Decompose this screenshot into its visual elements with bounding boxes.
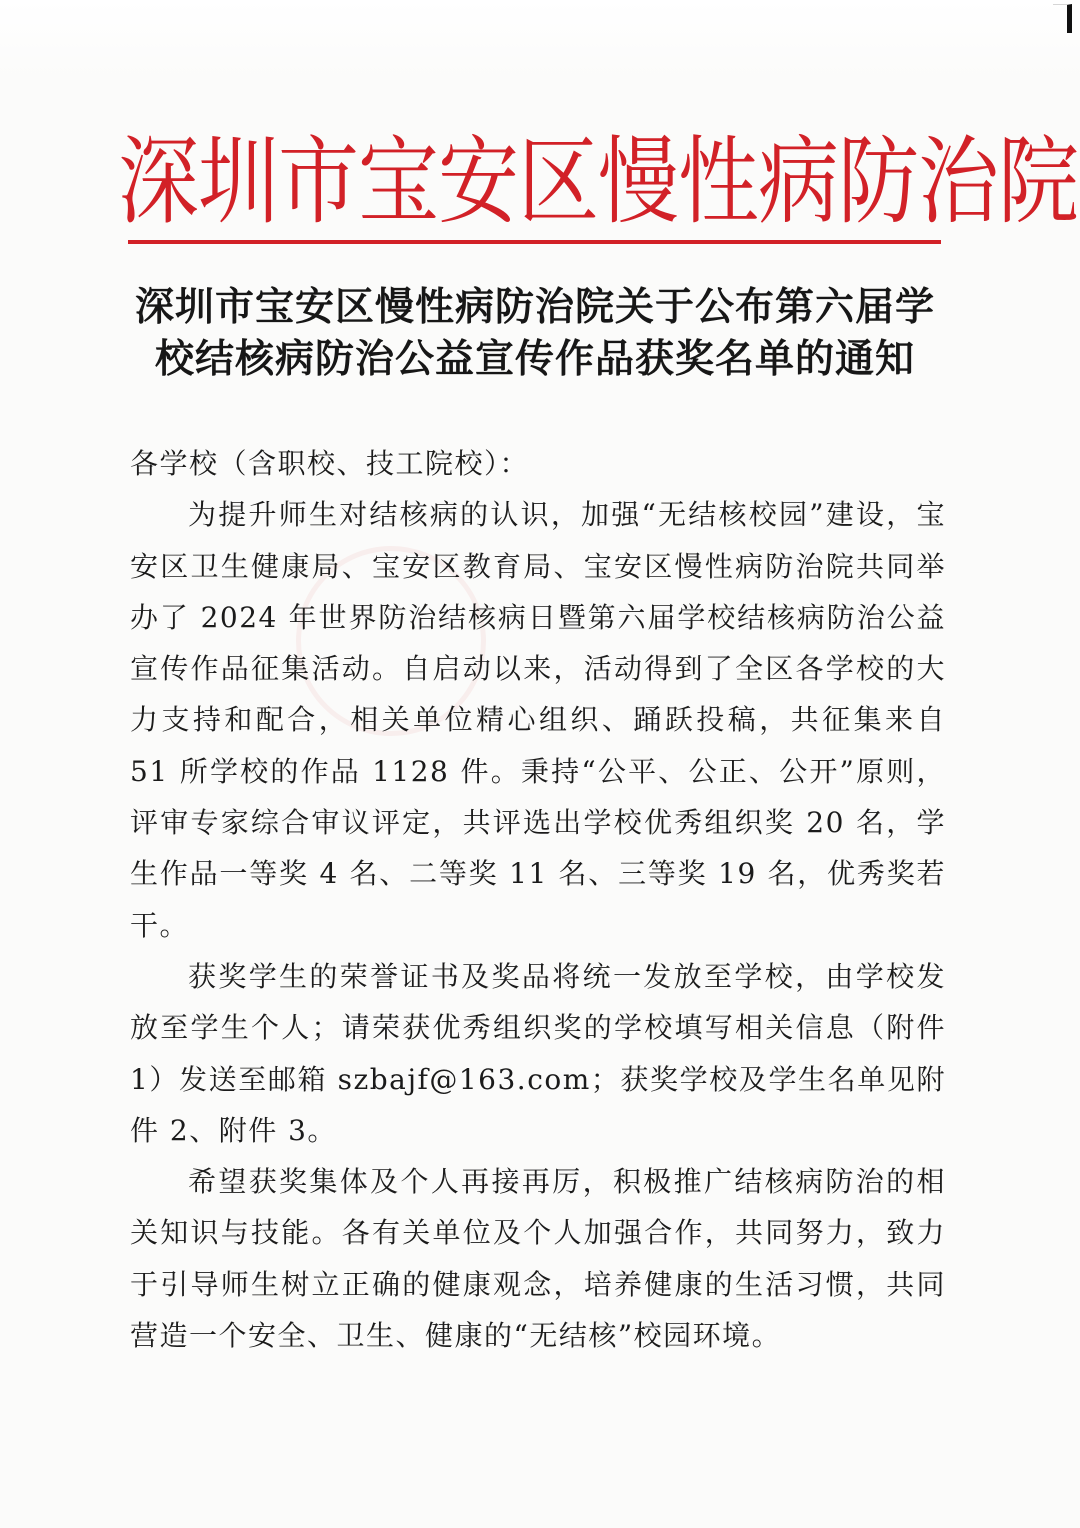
body-paragraph-1: 为提升师生对结核病的认识，加强“无结核校园”建设，宝安区卫生健康局、宝安区教育局、宝安区慢性病防治院共同举办了 2024 年世界防治结核病日暨第六届学校结核病防治公益宣传作品征集活动。自启动以来，活动得到了全区各学校的大力支持和配合，相关单位精心组织、踊跃投稿，共征集来自 51 所学校的作品 1128 件。秉持“公平、公正、公开”原则，评审专家综合审议评定，共评选出学校优秀组织奖 20 名，学生作品一等奖 4 名、二等奖 11 名、三等奖 19 名，优秀奖若干。 bbox=[130, 498, 946, 942]
body-paragraph-2: 获奖学生的荣誉证书及奖品将统一发放至学校，由学校发放至学生个人；请荣获优秀组织奖的学校填写相关信息（附件 1）发送至邮箱 szbajf@163.com；获奖学校及学生名单见附件 2、附件 3。 bbox=[130, 959, 946, 1147]
document-body bbox=[130, 438, 946, 1361]
letterhead-red-rule bbox=[128, 240, 941, 244]
scan-top-edge bbox=[0, 0, 1080, 78]
letterhead-org-name: 深圳市宝安区慢性病防治院 bbox=[118, 127, 1079, 239]
body-paragraph-3: 希望获奖集体及个人再接再厉，积极推广结核病防治的相关知识与技能。各有关单位及个人加强合作，共同努力，致力于引导师生树立正确的健康观念，培养健康的生活习惯，共同营造一个安全、卫生、健康的“无结核”校园环境。 bbox=[130, 1165, 946, 1353]
scan-corner-mark bbox=[1053, 4, 1072, 33]
salutation: 各学校（含职校、技工院校）： bbox=[130, 447, 530, 480]
document-title: 深圳市宝安区慢性病防治院关于公布第六届学校结核病防治公益宣传作品获奖名单的通知 bbox=[134, 284, 935, 382]
